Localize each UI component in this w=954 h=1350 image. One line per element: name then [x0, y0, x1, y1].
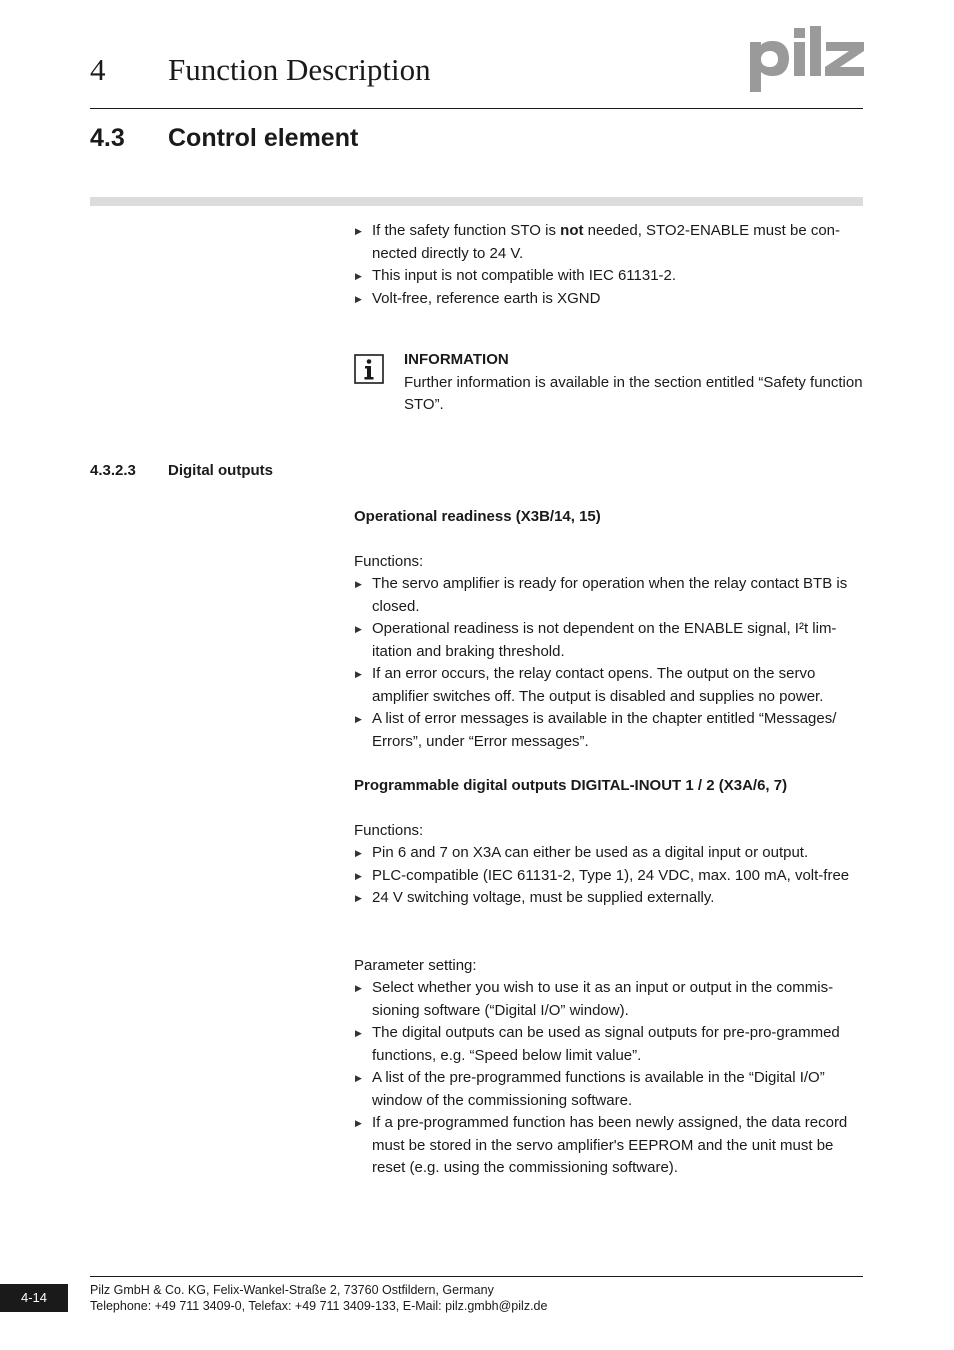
bullet-arrow-icon: ▶ — [355, 293, 362, 304]
bullet-arrow-icon: ▶ — [355, 669, 362, 679]
bullet-arrow-icon: ▶ — [355, 1118, 362, 1128]
parameter-setting-list — [354, 977, 866, 1180]
information-text: Further information is available in the section entitled “Safety function STO”. — [404, 373, 863, 413]
section-title: Control element — [168, 124, 359, 152]
list-item: ▶ If a pre-programmed function has been newly assigned, the data record must be stored in the servo amplifier's EEPROM and the unit must be reset (e.g. using the commissioning software). — [355, 1114, 848, 1176]
bullet-arrow-icon: ▶ — [355, 271, 362, 281]
list-item: ▶ The servo amplifier is ready for operation when the relay contact BTB is closed. — [355, 575, 848, 615]
bullet-arrow-icon: ▶ — [355, 870, 362, 881]
list-item: ▶ A list of the pre-programmed functions is available in the “Digital I/O” window of the commissioning software. — [355, 1069, 825, 1109]
bullet-arrow-icon: ▶ — [355, 983, 362, 993]
list-item: ▶ The digital outputs can be used as signal outputs for pre-pro-grammed functions, e.g. “Speed below limit value”. — [355, 1024, 840, 1064]
list-item: ▶ If the safety function STO is not needed, STO2-ENABLE must be con-nected directly to 24 V. — [355, 222, 841, 262]
intro-bullet-list — [354, 220, 866, 310]
programmable-outputs-heading: Programmable digital outputs DIGITAL-INOUT 1 / 2 (X3A/6, 7) — [354, 777, 788, 794]
section-number: 4.3 — [90, 124, 125, 152]
chapter-title: Function Description — [168, 52, 431, 87]
bullet-arrow-icon: ▶ — [355, 579, 362, 589]
list-item: ▶ Operational readiness is not dependent on the ENABLE signal, I²t lim-itation and braking threshold. — [355, 620, 837, 660]
operational-readiness-heading: Operational readiness (X3B/14, 15) — [354, 508, 601, 525]
bullet-arrow-icon: ▶ — [355, 1073, 362, 1083]
parameter-setting-label: Parameter setting: — [354, 957, 477, 974]
list-item: ▶ This input is not compatible with IEC 61131-2. — [354, 265, 866, 288]
operational-readiness-list — [354, 573, 866, 753]
section-divider-band — [90, 197, 863, 206]
list-item: ▶ A list of error messages is available in the chapter entitled “Messages/ Errors”, under “Error messages”. — [355, 710, 837, 750]
footer-address: Pilz GmbH & Co. KG, Felix-Wankel-Straße 2, 73760 Ostfildern, Germany — [90, 1283, 494, 1297]
bullet-arrow-icon: ▶ — [355, 848, 362, 858]
bullet-arrow-icon: ▶ — [355, 226, 362, 236]
pilz-logo — [744, 24, 866, 96]
list-item: ▶ Pin 6 and 7 on X3A can either be used as a digital input or output. — [354, 842, 866, 865]
programmable-functions-list — [354, 842, 866, 910]
subsection-title: Digital outputs — [168, 462, 273, 479]
programmable-functions-label: Functions: — [354, 822, 424, 839]
chapter-number: 4 — [90, 52, 106, 87]
list-item: ▶ If an error occurs, the relay contact opens. The output on the servo amplifier switches off. The output is disabled and supplies no power. — [355, 665, 824, 705]
list-item: ▶ Volt-free, reference earth is XGND — [354, 288, 866, 311]
footer-rule — [90, 1276, 863, 1277]
footer-contact: Telephone: +49 711 3409-0, Telefax: +49 711 3409-133, E-Mail: pilz.gmbh@pilz.de — [90, 1299, 548, 1313]
bullet-arrow-icon: ▶ — [355, 624, 362, 634]
list-item: ▶ 24 V switching voltage, must be supplied externally. — [354, 887, 866, 910]
page-number: 4-14 — [0, 1284, 68, 1312]
bullet-arrow-icon: ▶ — [355, 1028, 362, 1038]
bullet-arrow-icon: ▶ — [355, 893, 362, 903]
list-item: ▶ Select whether you wish to use it as an input or output in the commis-sioning software (“Digital I/O” window). — [355, 979, 834, 1019]
bullet-arrow-icon: ▶ — [355, 714, 362, 724]
header-rule — [90, 108, 863, 109]
subsection-number: 4.3.2.3 — [90, 462, 136, 479]
list-item: ▶ PLC-compatible (IEC 61131-2, Type 1), 24 VDC, max. 100 mA, volt-free — [354, 865, 866, 888]
information-heading: INFORMATION — [404, 351, 509, 368]
information-icon — [354, 354, 384, 384]
information-block — [404, 349, 864, 417]
operational-functions-label: Functions: — [354, 553, 424, 570]
